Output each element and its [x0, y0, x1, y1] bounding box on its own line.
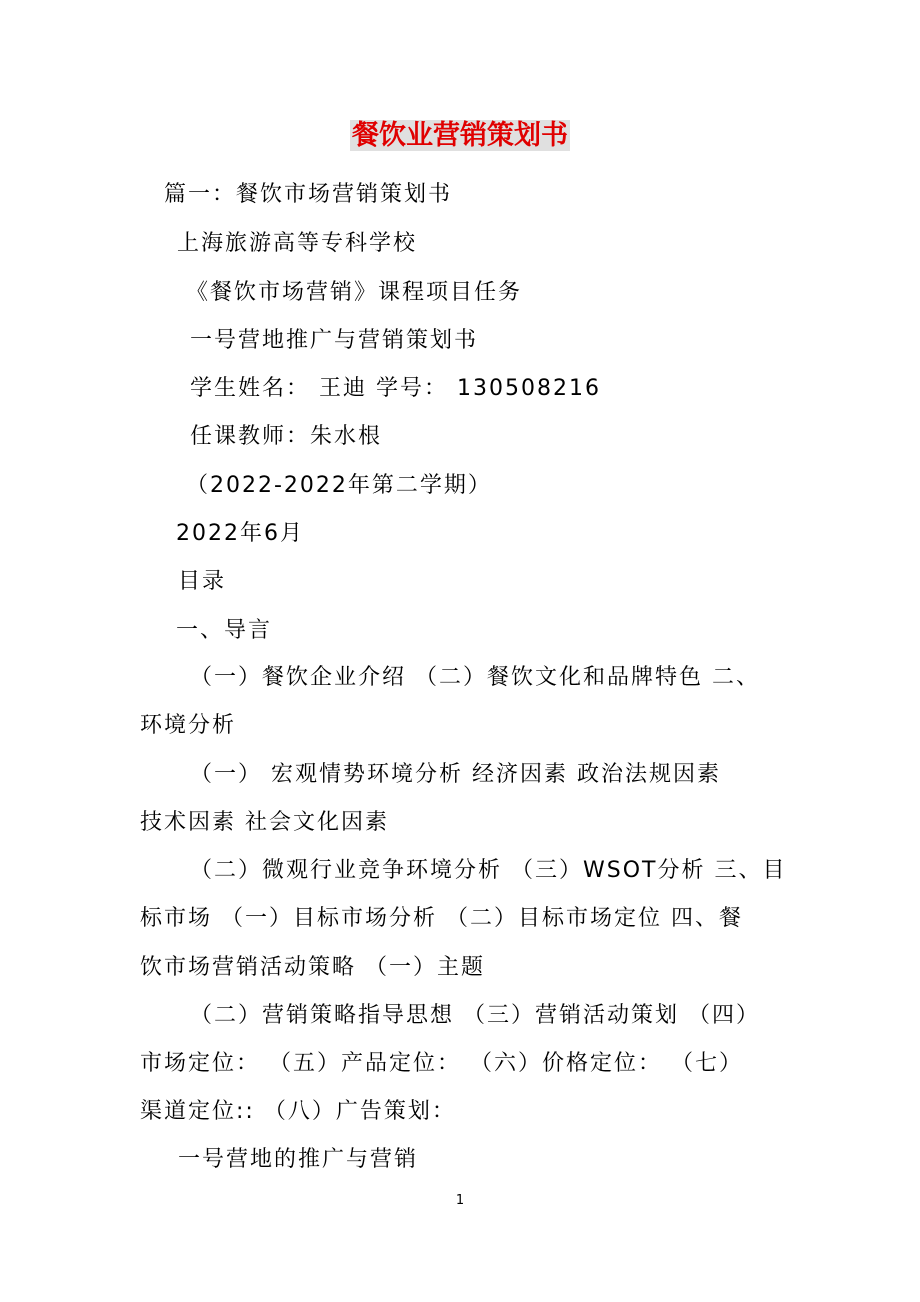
text-line: 篇一：餐饮市场营销策划书: [164, 182, 453, 207]
text-line: 上海旅游高等专科学校: [177, 231, 418, 256]
text-line: 市场定位： （五）产品定位： （六）价格定位： （七）: [140, 1051, 743, 1076]
page-number: 1: [455, 1193, 465, 1208]
text-line: 目录: [178, 569, 227, 594]
text-line: 标市场 （一）目标市场分析 （二）目标市场定位 四、餐: [140, 906, 743, 931]
text-line: 学生姓名： 王迪 学号： 130508216: [190, 376, 601, 401]
text-line: 技术因素 社会文化因素: [140, 810, 389, 835]
document-title: 餐饮业营销策划书: [352, 120, 568, 151]
text-line: 环境分析: [140, 713, 237, 738]
text-line: 一、导言: [176, 618, 273, 643]
text-line: 一号营地的推广与营销: [178, 1147, 419, 1172]
text-line: 渠道定位:: （八）广告策划：: [140, 1099, 456, 1124]
text-line: 任课教师：朱水根: [190, 424, 383, 449]
text-line: （二）营销策略指导思想 （三）营销活动策划 （四）: [190, 1003, 760, 1028]
text-line: （二）微观行业竞争环境分析 （三）WSOT分析 三、目: [190, 858, 787, 883]
text-line: 一号营地推广与营销策划书: [190, 328, 479, 353]
text-line: 2022年6月: [176, 521, 304, 546]
document-title-wrapper: [0, 116, 920, 156]
text-line: （一）餐饮企业介绍 （二）餐饮文化和品牌特色 二、: [190, 665, 760, 690]
text-line: 《餐饮市场营销》课程项目任务: [186, 280, 523, 305]
text-line: 饮市场营销活动策略 （一）主题: [140, 955, 485, 980]
text-line: （一） 宏观情势环境分析 经济因素 政治法规因素: [190, 762, 721, 787]
text-line: （2022-2022年第二学期）: [186, 473, 492, 498]
